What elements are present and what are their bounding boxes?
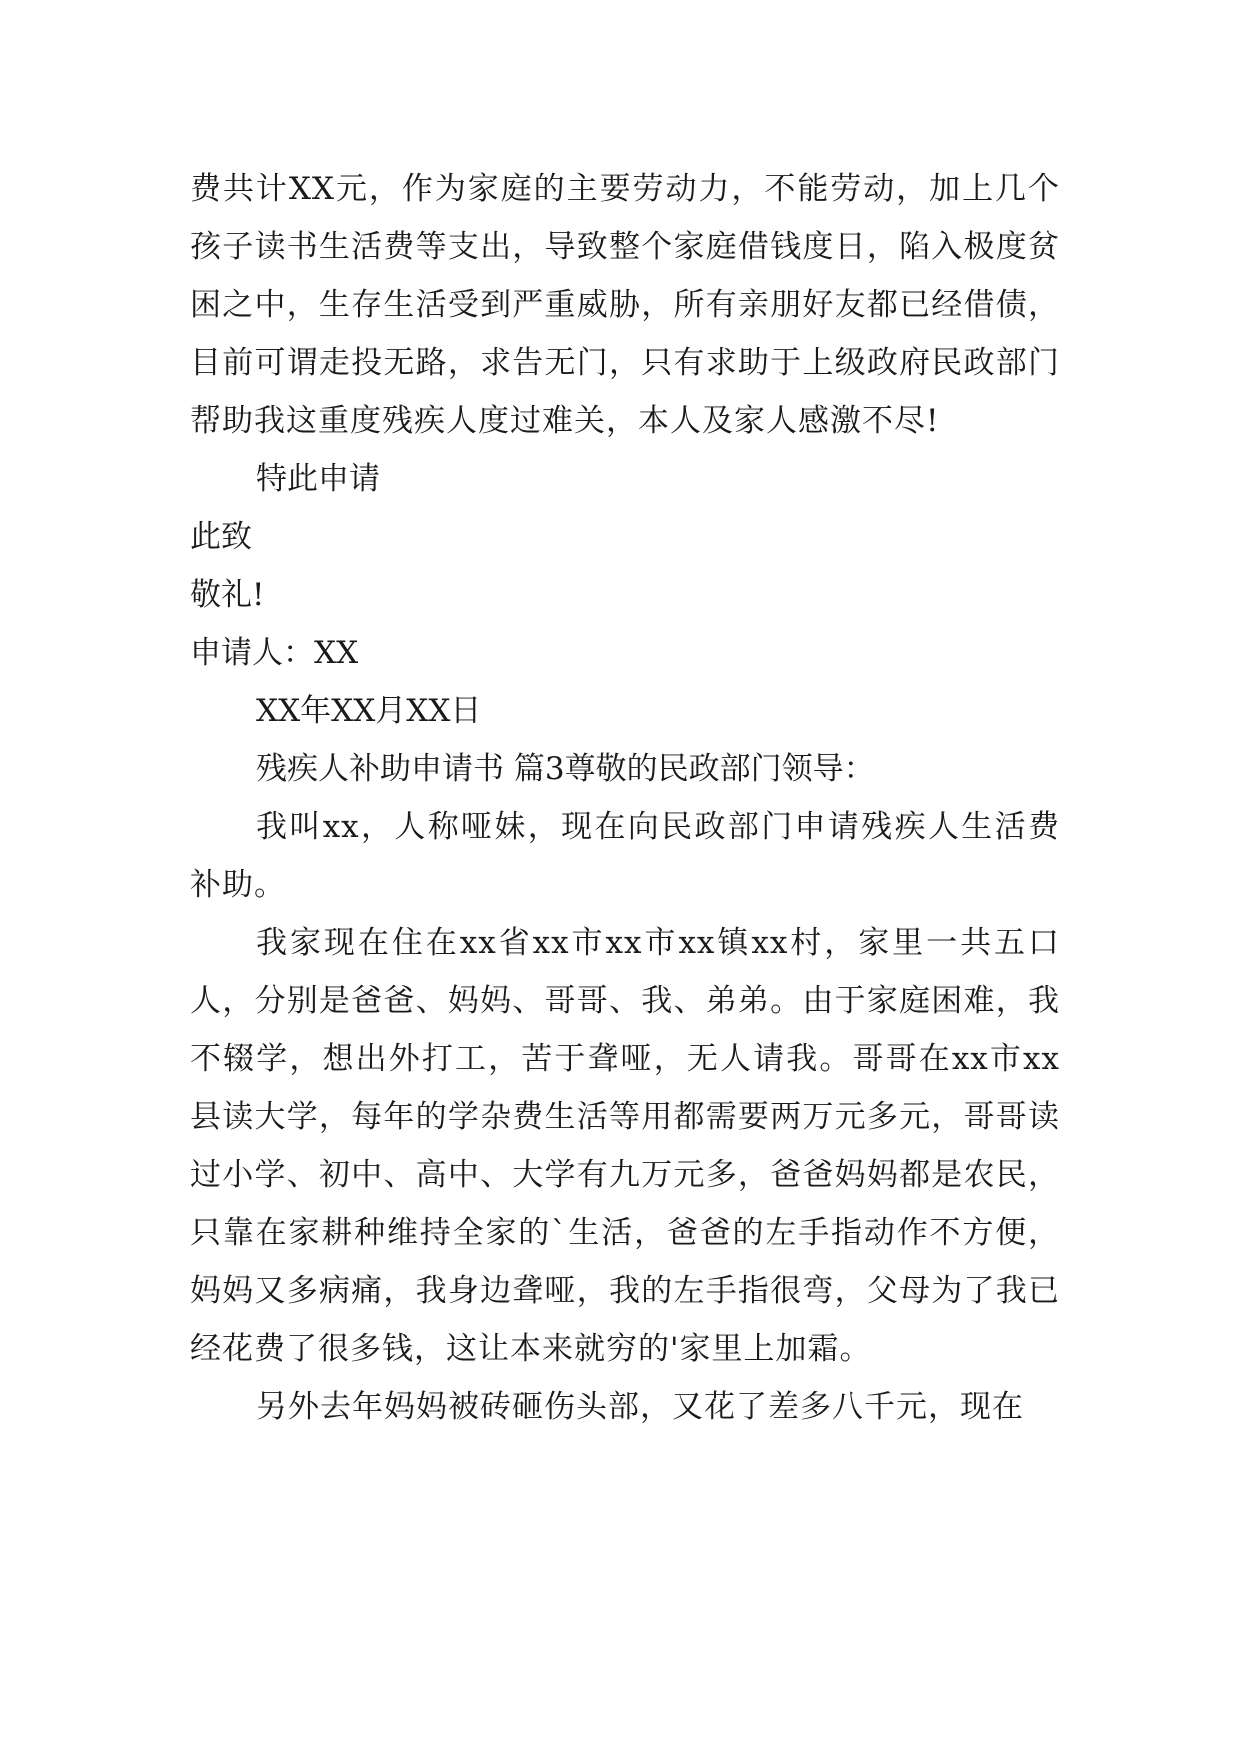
paragraph-closing-request: 特此申请 — [256, 461, 380, 497]
paragraph-hardship: 费共计XX元，作为家庭的主要劳动力，不能劳动，加上几个孩子读书生活费等支出，导致整个家庭借钱度日，陷入极度贫困之中，生存生活受到严重威胁，所有亲朋好友都已经借债，目前可谓走投无路，求告无门，只有求助于上级政府民政部门帮助我这重度残疾人度过难关，本人及家人感激不尽! — [190, 171, 1060, 439]
paragraph-introduction: 我叫xx，人称哑妹，现在向民政部门申请残疾人生活费补助。 — [190, 809, 1060, 903]
document-body — [190, 160, 1060, 1436]
salutation-cizhi: 此致 — [190, 519, 252, 555]
paragraph-medical-expenses: 另外去年妈妈被砖砸伤头部，又花了差多八千元，现在 — [256, 1389, 1024, 1425]
section-heading: 残疾人补助申请书 篇3尊敬的民政部门领导： — [256, 751, 875, 787]
salutation-jingli: 敬礼! — [190, 577, 265, 613]
applicant-signature: 申请人：XX — [190, 635, 359, 671]
application-date: XX年XX月XX日 — [256, 693, 482, 729]
paragraph-family-situation: 我家现在住在xx省xx市xx市xx镇xx村，家里一共五口人，分别是爸爸、妈妈、哥哥、我、弟弟。由于家庭困难，我不辍学，想出外打工，苦于聋哑，无人请我。哥哥在xx市xx县读大学，每年的学杂费生活等用都需要两万元多元，哥哥读过小学、初中、高中、大学有九万元多，爸爸妈妈都是农民，只靠在家耕种维持全家的`生活，爸爸的左手指动作不方便，妈妈又多病痛，我身边聋哑，我的左手指很弯，父母为了我已经花费了很多钱，这让本来就穷的'家里上加霜。 — [190, 925, 1060, 1367]
